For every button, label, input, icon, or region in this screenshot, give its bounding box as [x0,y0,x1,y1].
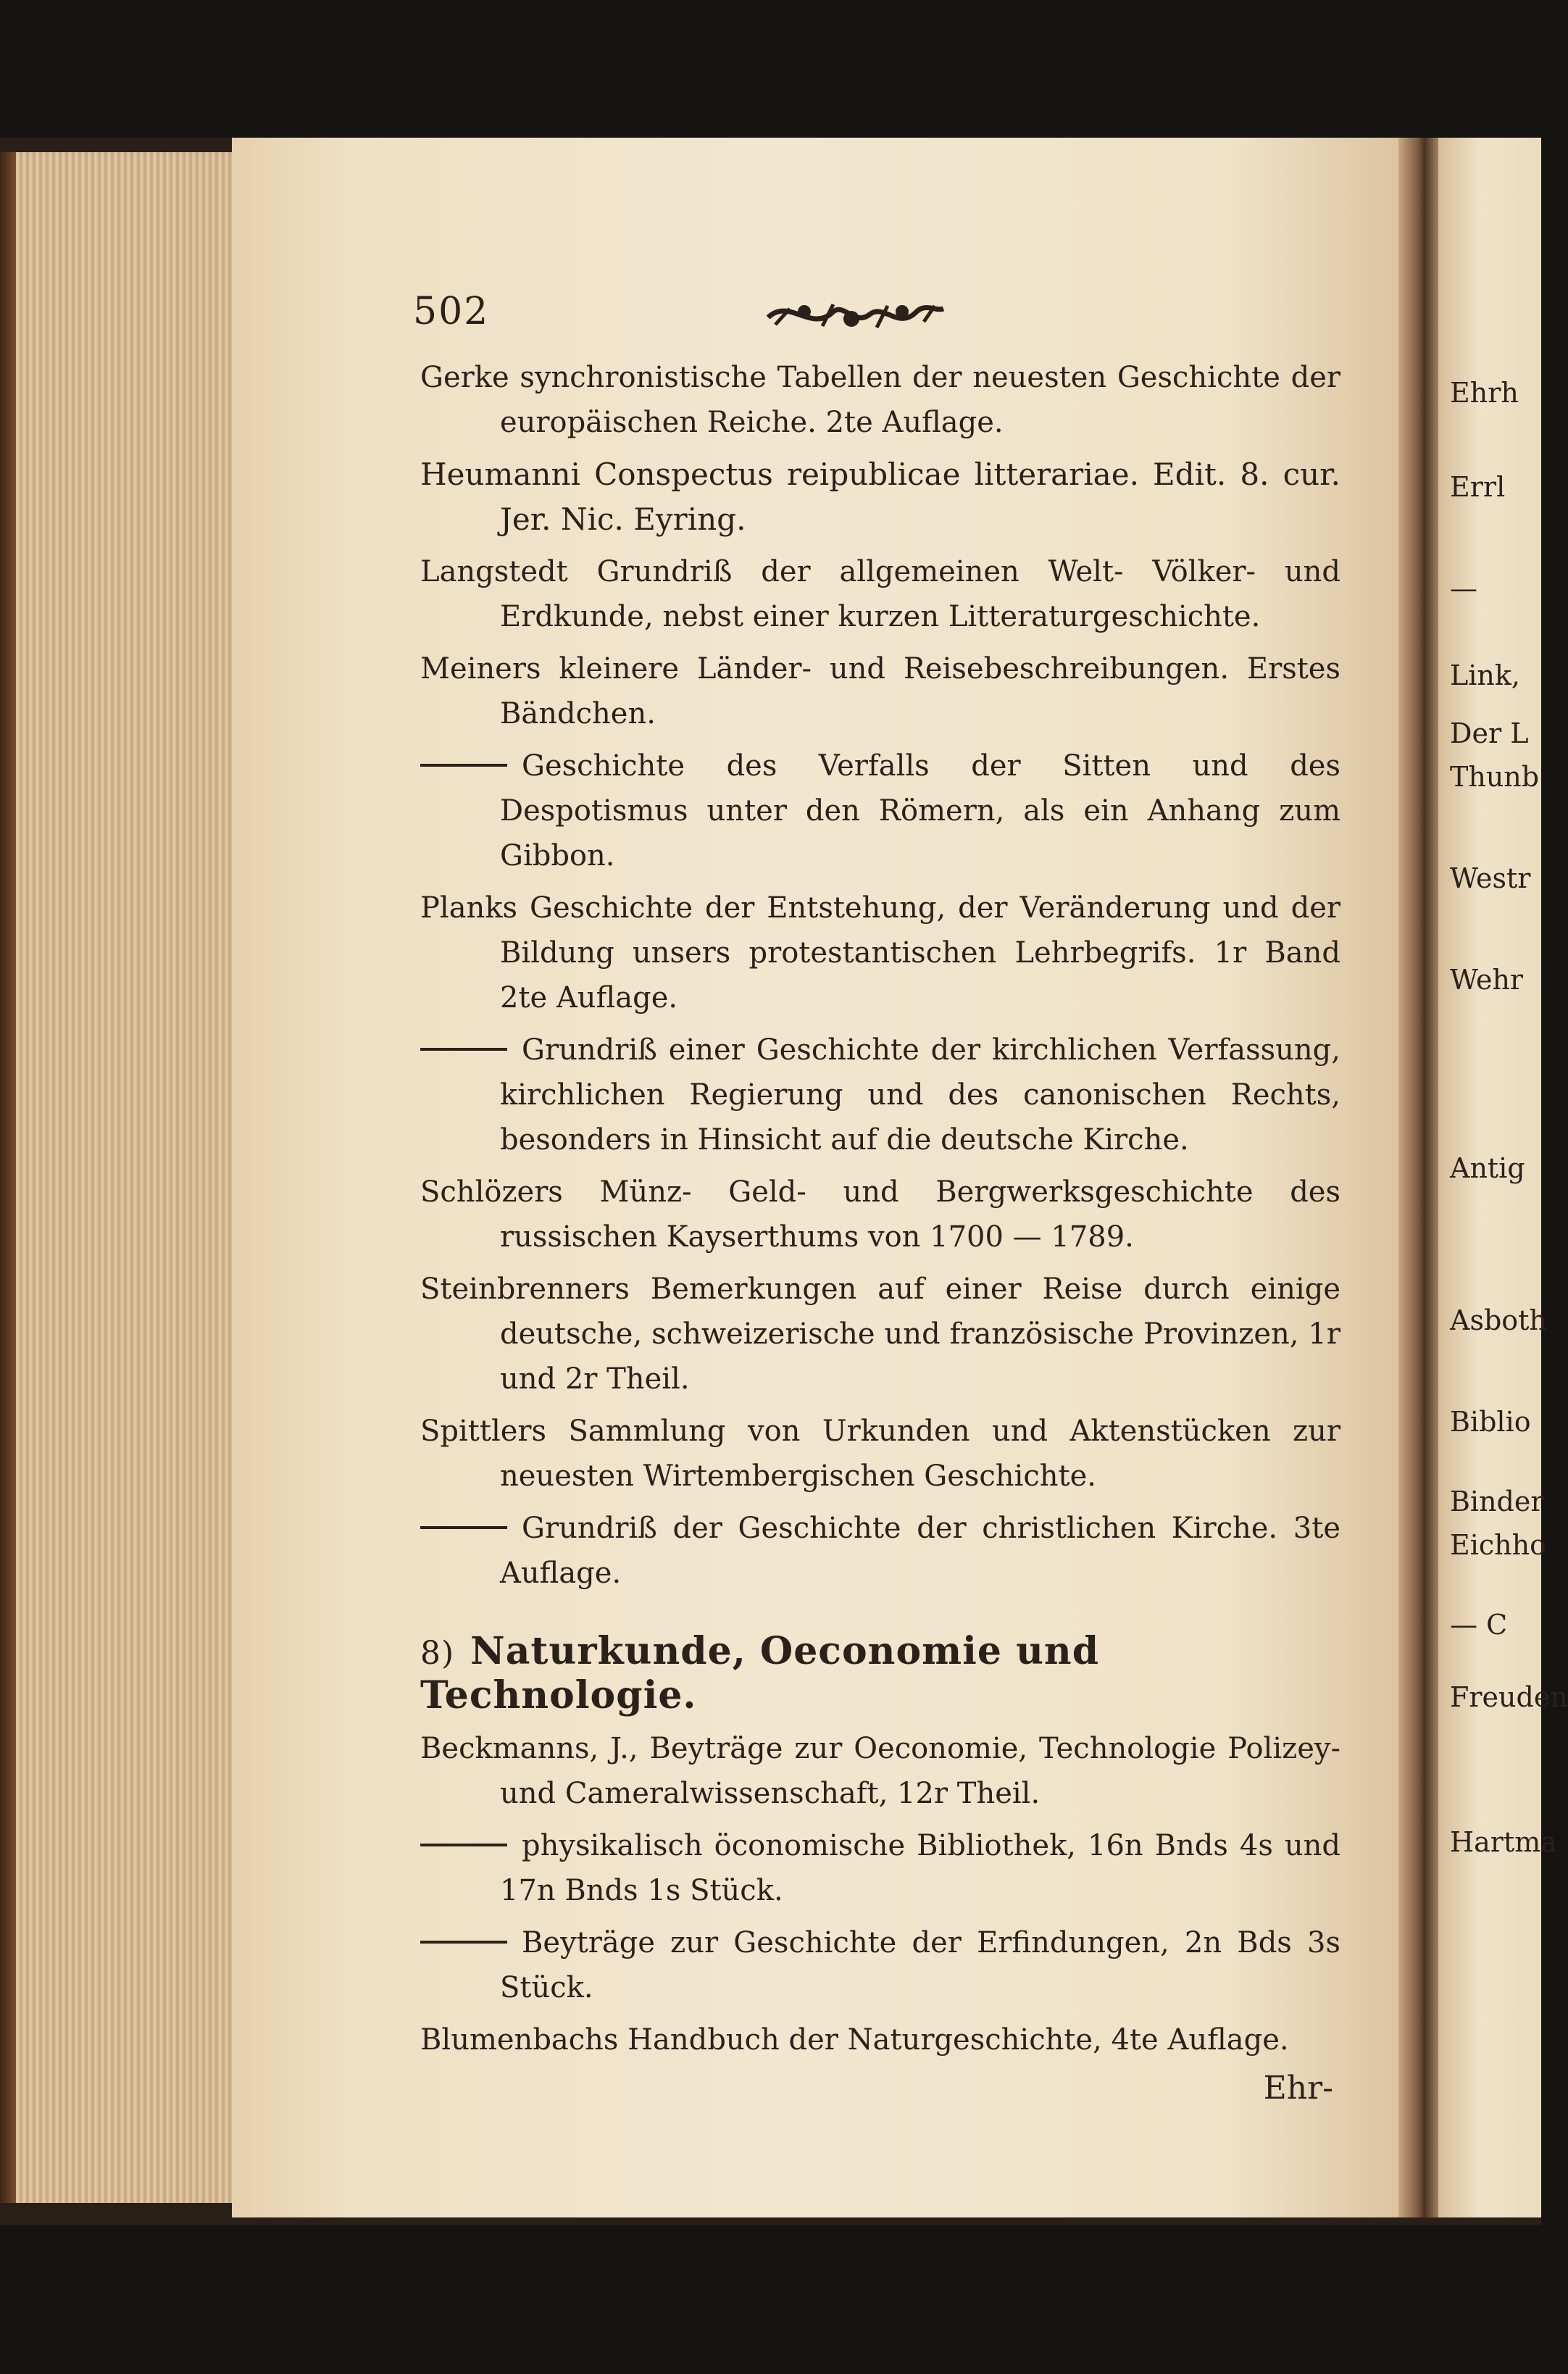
bibliography-entry-continued [420,1028,1340,1162]
bibliography-entry: Spittlers Sammlung von Urkunden und Aktenstücken zur neuesten Wirtembergischen Geschichte. [420,1415,1340,1493]
next-page-line: Freuden [1450,1681,1568,1713]
next-page-line: — C [1450,1609,1508,1641]
bibliography-entry: Planks Geschichte der Entstehung, der Veränderung und der Bildung unsers protestantischen Lehrbegrifs. 1r Band 2te Auflage. [420,891,1340,1015]
bibliography-entry: Heumanni Conspectus reipublicae litterariae. Edit. 8. cur. Jer. Nic. Eyring. [420,457,1340,537]
next-page-fragment [1438,138,1568,2217]
bibliography-entry: Blumenbachs Handbuch der Naturgeschichte, 4te Auflage. [420,2023,1289,2057]
ditto-dash [420,764,507,767]
entry-text: Geschichte des Verfalls der Sitten und des Despotismus unter den Römern, als ein Anhang zum Gibbon. [500,749,1340,872]
next-page-line: Wehr [1450,964,1524,996]
next-page-line: Westr [1450,862,1531,894]
ditto-dash [420,1844,507,1846]
entry-text: Grundriß einer Geschichte der kirchlichen Verfassung, kirchlichen Regierung und des canonischen Rechts, besonders in Hinsicht auf die deutsche Kirche. [500,1033,1340,1157]
next-page-line: Der L [1450,717,1529,749]
entry-text: Beyträge zur Geschichte der Erfindungen, 2n Bds 3s Stück. [500,1926,1340,2004]
next-page-line: Antig [1450,1152,1525,1184]
page-header [413,290,1340,355]
next-page-line: Eichho [1450,1529,1546,1561]
next-page-line: — [1450,572,1477,604]
page-number: 502 [413,290,490,333]
next-page-line: Thunb [1450,761,1540,793]
next-page-line: Ehrh [1450,377,1519,409]
ditto-dash [420,1941,507,1944]
section-title: Naturkunde, Oeconomie und Technologie. [420,1629,1100,1717]
entry-text: physikalisch öconomische Bibliothek, 16n Bnds 4s und 17n Bnds 1s Stück. [500,1829,1340,1907]
ditto-dash [420,1048,507,1051]
next-page-line: Biblio [1450,1406,1531,1438]
next-page-line: Binder [1450,1486,1544,1517]
floral-ornament-icon [761,290,949,343]
next-page-line: Errl [1450,471,1506,503]
bibliography-entry: Gerke synchronistische Tabellen der neuesten Geschichte der europäischen Reiche. 2te Auflage. [420,361,1340,439]
bibliography-entry-continued [420,1823,1340,1913]
bibliography-entry-continued [420,1506,1340,1596]
entry-text: Grundriß der Geschichte der christlichen Kirche. 3te Auflage. [500,1512,1340,1590]
book-gutter [1398,138,1442,2217]
section-number: 8) [420,1635,455,1672]
book-cover-edge [0,152,16,2203]
bibliography-entry-continued [420,1920,1340,2010]
ditto-dash [420,1526,507,1529]
bibliography-entry: Beckmanns, J., Beyträge zur Oeconomie, Technologie Polizey- und Cameralwissenschaft, 12r Theil. [420,1732,1340,1810]
bibliography-entry: Meiners kleinere Länder- und Reisebeschreibungen. Erstes Bändchen. [420,652,1340,730]
next-page-line: Hartma [1450,1826,1557,1858]
bibliography-entry: Steinbrenners Bemerkungen auf einer Reise durch einige deutsche, schweizerische und französische Provinzen, 1r und 2r Theil. [420,1273,1340,1396]
bibliography-entry: Schlözers Münz- Geld- und Bergwerksgeschichte des russischen Kayserthums von 1700 — 1789. [420,1175,1340,1254]
next-page-line: Link, [1450,659,1520,691]
page-edges [0,152,241,2203]
bibliography-entry-continued [420,744,1340,878]
catchword: Ehr- [1263,2070,1333,2107]
next-page-line: Asboth [1450,1304,1547,1336]
bibliography-entry: Langstedt Grundriß der allgemeinen Welt- Völker- und Erdkunde, nebst einer kurzen Litteraturgeschichte. [420,555,1340,633]
section-heading [420,1629,1340,1717]
page-content [413,290,1340,2107]
